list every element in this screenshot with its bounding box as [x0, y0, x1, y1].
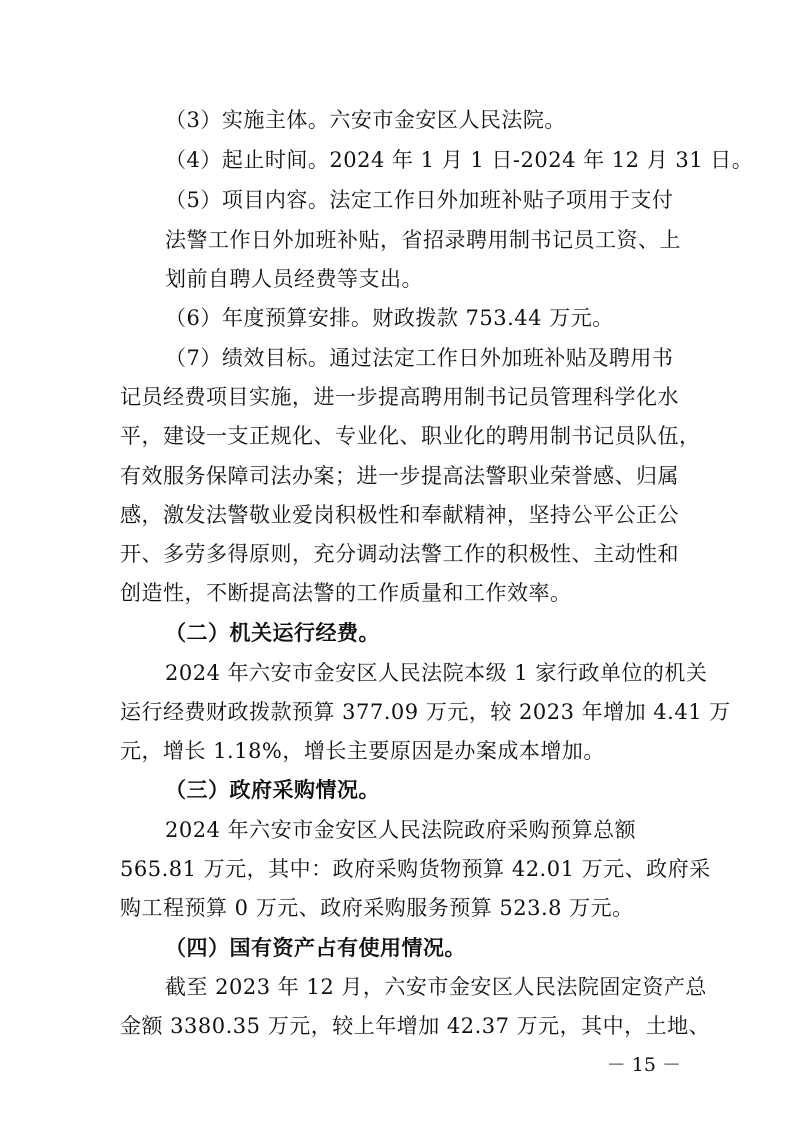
paragraph-line: （6）年度预算安排。财政拨款 753.44 万元。	[165, 306, 614, 330]
paragraph-line: 有效服务保障司法办案；进一步提高法警职业荣誉感、归属	[120, 464, 679, 488]
paragraph-line: 划前自聘人员经费等支出。	[165, 267, 423, 291]
paragraph-line: 购工程预算 0 万元、政府采购服务预算 523.8 万元。	[120, 896, 634, 920]
paragraph-line: 元，增长 1.18%，增长主要原因是办案成本增加。	[120, 739, 605, 763]
section-heading: （二）机关运行经费。	[165, 620, 380, 645]
paragraph-line: 运行经费财政拨款预算 377.09 万元，较 2023 年增加 4.41 万	[120, 700, 731, 724]
paragraph-line: 565.81 万元，其中：政府采购货物预算 42.01 万元、政府采	[120, 857, 711, 881]
paragraph-line: （4）起止时间。2024 年 1 月 1 日-2024 年 12 月 31 日。	[165, 148, 754, 172]
paragraph-line: 2024 年六安市金安区人民法院政府采购预算总额	[165, 818, 637, 842]
paragraph-line: （5）项目内容。法定工作日外加班补贴子项用于支付	[165, 188, 674, 212]
section-heading: （四）国有资产占有使用情况。	[165, 935, 466, 960]
section-heading: （三）政府采购情况。	[165, 777, 380, 802]
paragraph-line: （7）绩效目标。通过法定工作日外加班补贴及聘用书	[165, 346, 674, 370]
paragraph-line: 2024 年六安市金安区人民法院本级 1 家行政单位的机关	[165, 661, 708, 685]
paragraph-line: 感，激发法警敬业爱岗积极性和奉献精神，坚持公平公正公	[120, 503, 679, 527]
paragraph-line: 开、多劳多得原则，充分调动法警工作的积极性、主动性和	[120, 542, 679, 566]
page-number: － 15 －	[606, 1054, 681, 1076]
paragraph-line: 法警工作日外加班补贴，省招录聘用制书记员工资、上	[165, 228, 681, 252]
paragraph-line: 截至 2023 年 12 月，六安市金安区人民法院固定资产总	[165, 975, 707, 999]
paragraph-line: （3）实施主体。六安市金安区人民法院。	[165, 108, 566, 132]
paragraph-line: 记员经费项目实施，进一步提高聘用制书记员管理科学化水	[120, 385, 679, 409]
paragraph-line: 金额 3380.35 万元，较上年增加 42.37 万元，其中，土地、	[120, 1014, 711, 1038]
paragraph-line: 平，建设一支正规化、专业化、职业化的聘用制书记员队伍，	[120, 424, 701, 448]
paragraph-line: 创造性，不断提高法警的工作质量和工作效率。	[120, 581, 572, 605]
